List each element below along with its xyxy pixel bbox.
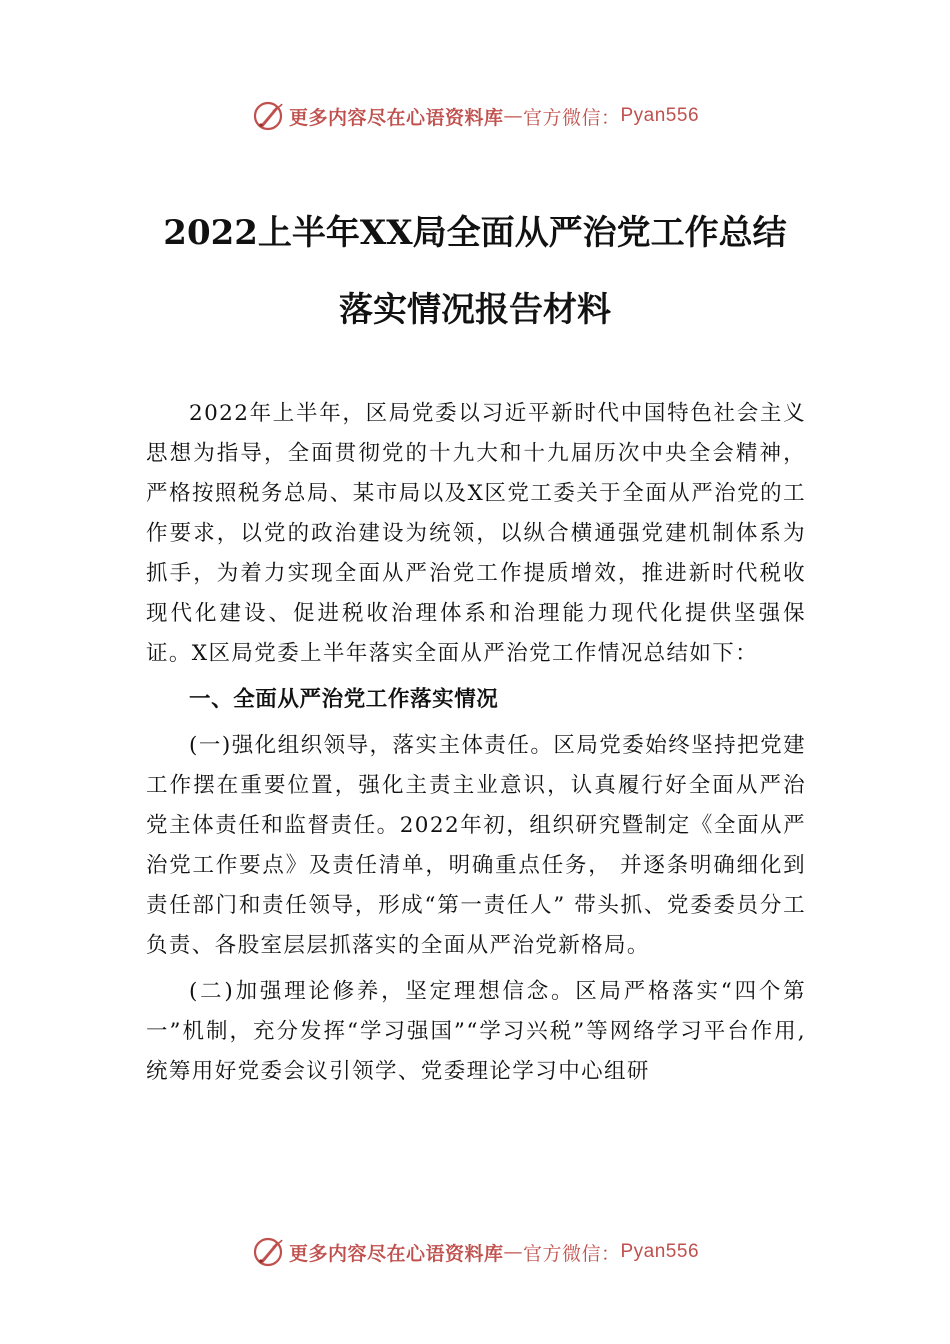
section-heading-1: 一、全面从严治党工作落实情况 [189,687,499,712]
document-title-line2: 落实情况报告材料 [339,290,611,330]
watermark-header [0,96,950,136]
watermark-official: 官方微信： [522,106,621,129]
paragraph-item-2: (二)加强理论修养，坚定理想信念。区局严格落实“四个第一”机制，充分发挥“学习强国”“学习兴税”等网络学习平台作用,统筹用好党委会议引领学、党委理论学习中心组研 [146,979,806,1084]
paragraph-intro: 2022年上半年，区局党委以习近平新时代中国特色社会主义思想为指导，全面贯彻党的十九大和十九届历次中央全会精神，严格按照税务总局、某市局以及X区党工委关于全面从严治党的工作要求，以党的政治建设为统领，以纵合横通强党建机制体系为抓手，为着力实现全面从严治党工作提质增效，推进新时代税收现代化建设、促进税收治理体系和治理能力现代化提供坚强保证。X区局党委上半年落实全面从严治党工作情况总结如下： [146,401,806,666]
watermark-label: 更多内容尽在心语资料库 [288,106,504,129]
watermark-official: 官方微信： [522,1242,621,1265]
quill-pen-circle-icon [251,99,285,133]
watermark-label: 更多内容尽在心语资料库 [288,1242,504,1265]
watermark-footer [0,1232,950,1272]
watermark-wechat-id: Pyan556 [620,105,700,126]
watermark-dash: — [503,105,523,127]
document-title-line1: 2022上半年XX局全面从严治党工作总结 [163,213,787,253]
watermark-wechat-id: Pyan556 [620,1241,700,1262]
watermark-dash: — [503,1241,523,1263]
paragraph-item-1: (一)强化组织领导，落实主体责任。区局党委始终坚持把党建工作摆在重要位置，强化主责主业意识，认真履行好全面从严治党主体责任和监督责任。2022年初，组织研究暨制定《全面从严治党工作要点》及责任清单，明确重点任务， 并逐条明确细化到责任部门和责任领导，形成“第一责任人” 带头抓、党委委员分工负责、各股室层层抓落实的全面从严治党新格局。 [146,733,806,958]
document-body [146,394,806,1092]
quill-pen-circle-icon [251,1235,285,1269]
